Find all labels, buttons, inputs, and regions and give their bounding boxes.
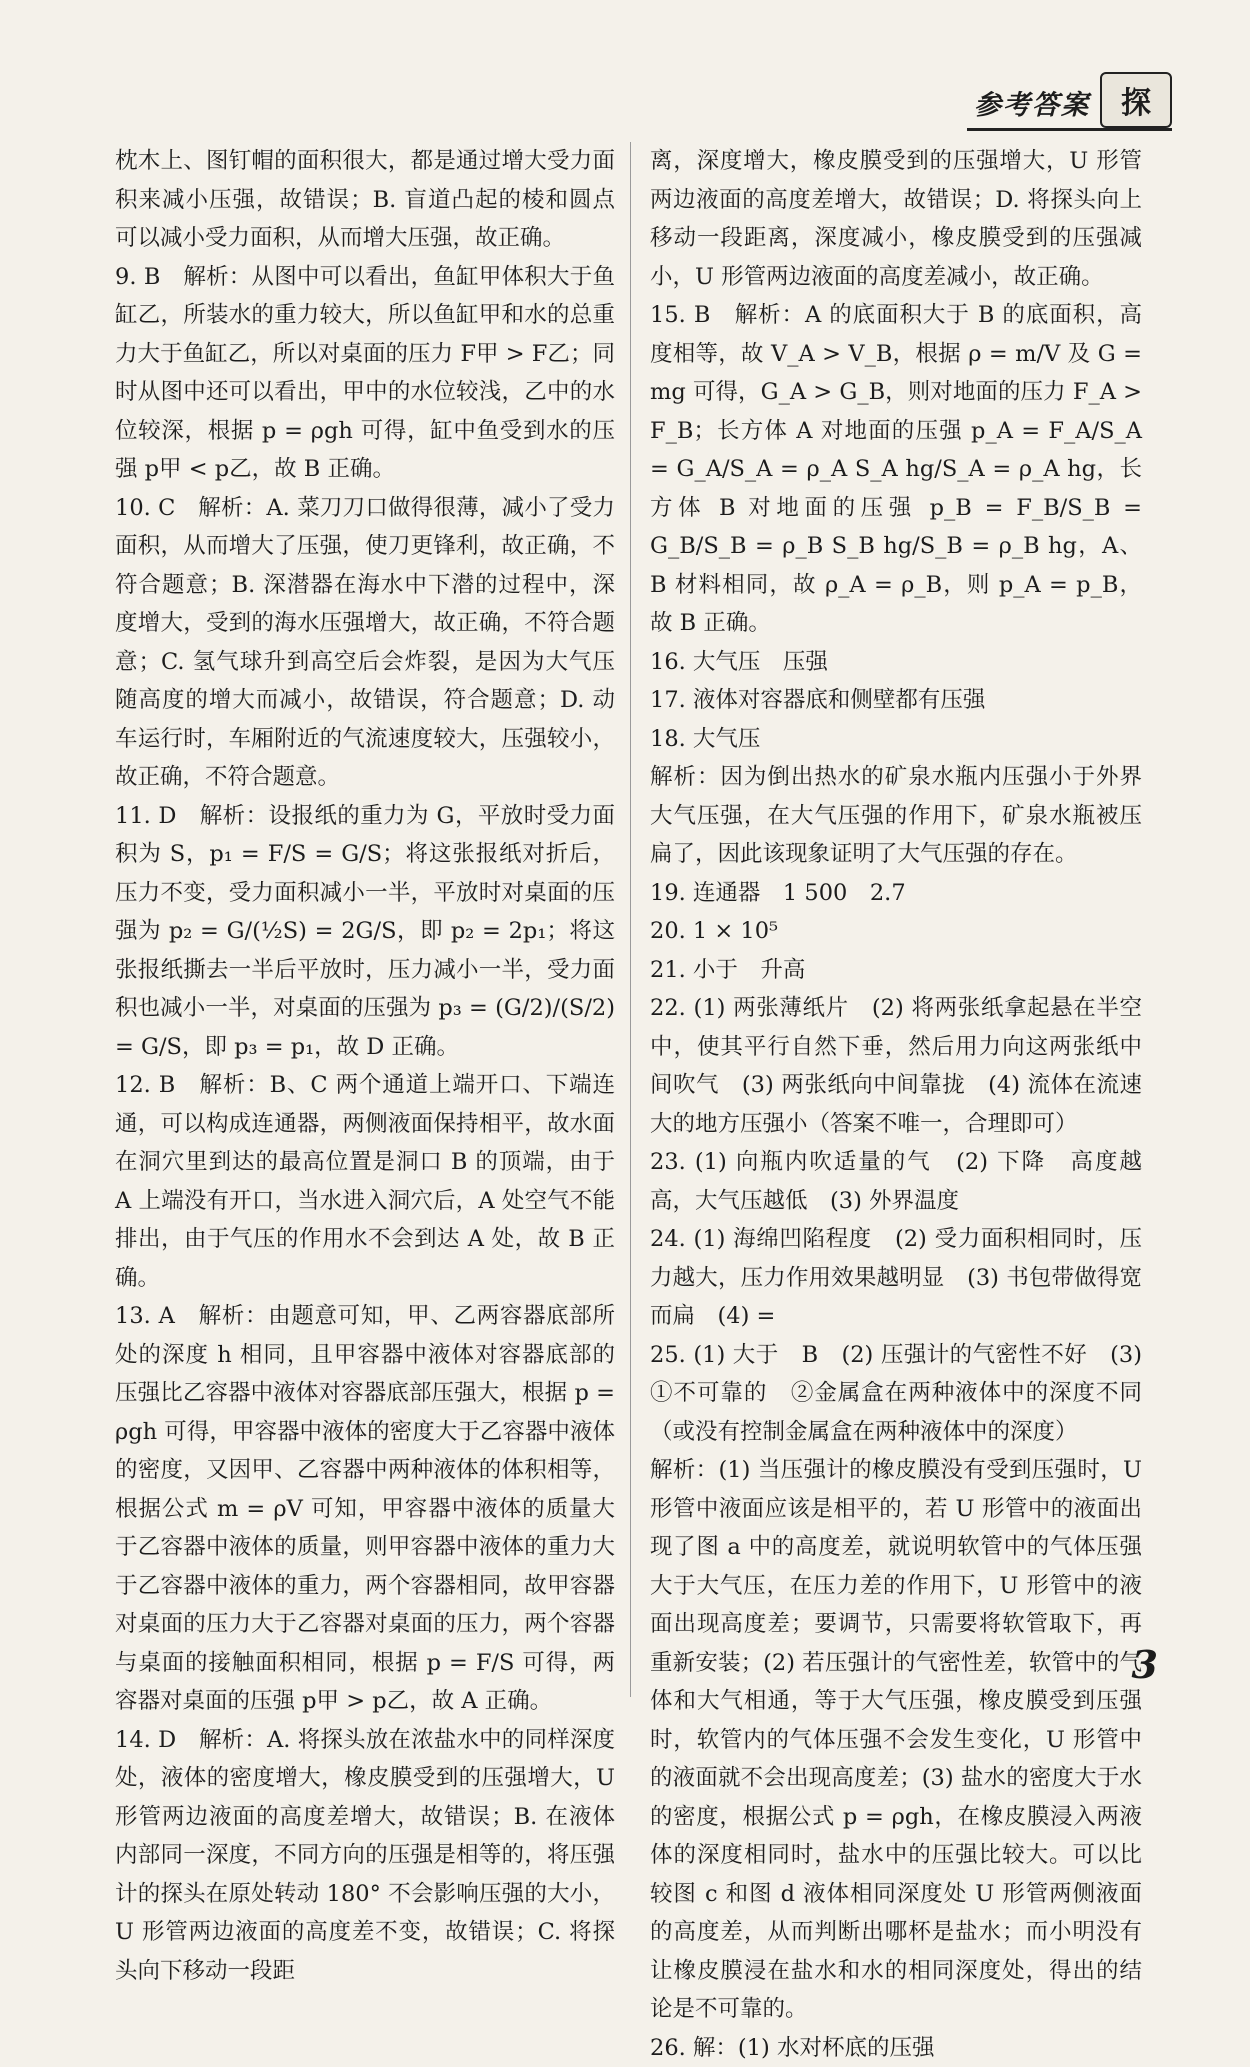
logo-icon: 探: [1100, 72, 1172, 128]
answer-10: 10. C 解析：A. 菜刀刀口做得很薄，减小了受力面积，从而增大了压强，使刀更锋利，故正确，不符合题意；B. 深潜器在海水中下潜的过程中，深度增大，受到的海水压强增大，故正确，不符合题意；C. 氢气球升到高空后会炸裂，是因为大气压随高度的增大而减小，故错误，符合题意；D. 动车运行时，车厢附近的气流速度较大，压强较小，故正确，不符合题意。: [115, 489, 615, 797]
answer-17: 17. 液体对容器底和侧壁都有压强: [650, 681, 1142, 720]
column-divider: [630, 142, 631, 1697]
page-header: [974, 72, 1172, 128]
left-column: [115, 142, 615, 1990]
answer-12: 12. B 解析：B、C 两个通道上端开口、下端连通，可以构成连通器，两侧液面保持相平，故水面在洞穴里到达的最高位置是洞口 B 的顶端，由于 A 上端没有开口，当水进入洞穴后，A 处空气不能排出，由于气压的作用水不会到达 A 处，故 B 正确。: [115, 1066, 615, 1297]
answer-22: 22. (1) 两张薄纸片 (2) 将两张纸拿起悬在半空中，使其平行自然下垂，然后用力向这两张纸中间吹气 (3) 两张纸向中间靠拢 (4) 流体在流速大的地方压强小（答案不唯一，合理即可）: [650, 989, 1142, 1143]
answer-18: 18. 大气压: [650, 720, 1142, 759]
answer-9: 9. B 解析：从图中可以看出，鱼缸甲体积大于鱼缸乙，所装水的重力较大，所以鱼缸甲和水的总重力大于鱼缸乙，所以对桌面的压力 F甲 > F乙；同时从图中还可以看出，甲中的水位较浅，乙中的水位较深，根据 p = ρgh 可得，缸中鱼受到水的压强 p甲 < p乙，故 B 正确。: [115, 258, 615, 489]
answer-25: 25. (1) 大于 B (2) 压强计的气密性不好 (3) ①不可靠的 ②金属盒在两种液体中的深度不同（或没有控制金属盒在两种液体中的深度）: [650, 1336, 1142, 1452]
answer-26: 26. 解：(1) 水对杯底的压强: [650, 2029, 1142, 2067]
answer-14: 14. D 解析：A. 将探头放在浓盐水中的同样深度处，液体的密度增大，橡皮膜受到的压强增大，U 形管两边液面的高度差增大，故错误；B. 在液体内部同一深度，不同方向的压强是相等的，将压强计的探头在原处转动 180° 不会影响压强的大小，U 形管两边液面的高度差不变，故错误；C. 将探头向下移动一段距: [115, 1721, 615, 1991]
header-rule: [967, 128, 1172, 131]
answer-paragraph: 枕木上、图钉帽的面积很大，都是通过增大受力面积来减小压强，故错误；B. 盲道凸起的棱和圆点可以减小受力面积，从而增大压强，故正确。: [115, 142, 615, 258]
answer-21: 21. 小于 升高: [650, 951, 1142, 990]
answer-18-analysis: 解析：因为倒出热水的矿泉水瓶内压强小于外界大气压强，在大气压强的作用下，矿泉水瓶被压扁了，因此该现象证明了大气压强的存在。: [650, 758, 1142, 874]
answer-16: 16. 大气压 压强: [650, 643, 1142, 682]
right-column: [650, 142, 1142, 2067]
answer-20: 20. 1 × 10⁵: [650, 912, 1142, 951]
answer-23: 23. (1) 向瓶内吹适量的气 (2) 下降 高度越高，大气压越低 (3) 外界温度: [650, 1143, 1142, 1220]
answer-14-continued: 离，深度增大，橡皮膜受到的压强增大，U 形管两边液面的高度差增大，故错误；D. 将探头向上移动一段距离，深度减小，橡皮膜受到的压强减小，U 形管两边液面的高度差减小，故正确。: [650, 142, 1142, 296]
answer-24: 24. (1) 海绵凹陷程度 (2) 受力面积相同时，压力越大，压力作用效果越明显 (3) 书包带做得宽而扁 (4) =: [650, 1220, 1142, 1336]
answer-25-analysis: 解析：(1) 当压强计的橡皮膜没有受到压强时，U 形管中液面应该是相平的，若 U 形管中的液面出现了图 a 中的高度差，就说明软管中的气体压强大于大气压，在压力差的作用下，U 形管中的液面出现高度差；要调节，只需要将软管取下，再重新安装；(2) 若压强计的气密性差，软管中的气体和大气相通，等于大气压强，橡皮膜受到压强时，软管内的气体压强不会发生变化，U 形管中的液面就不会出现高度差；(3) 盐水的密度大于水的密度，根据公式 p = ρgh，在橡皮膜浸入两液体的深度相同时，盐水中的压强比较大。可以比较图 c 和图 d 液体相同深度处 U 形管两侧液面的高度差，从而判断出哪杯是盐水；而小明没有让橡皮膜浸在盐水和水的相同深度处，得出的结论是不可靠的。: [650, 1451, 1142, 2029]
answer-15: 15. B 解析：A 的底面积大于 B 的底面积，高度相等，故 V_A > V_B，根据 ρ = m/V 及 G = mg 可得，G_A > G_B，则对地面的压力 F_A > F_B；长方体 A 对地面的压强 p_A = F_A/S_A = G_A/S_A = ρ_A S_A hg/S_A = ρ_A hg，长方体 B 对地面的压强 p_B = F_B/S_B = G_B/S_B = ρ_B S_B hg/S_B = ρ_B hg，A、B 材料相同，故 ρ_A = ρ_B，则 p_A = p_B，故 B 正确。: [650, 296, 1142, 643]
page-number: 3: [1132, 1642, 1158, 1687]
answer-13: 13. A 解析：由题意可知，甲、乙两容器底部所处的深度 h 相同，且甲容器中液体对容器底部的压强比乙容器中液体对容器底部压强大，根据 p = ρgh 可得，甲容器中液体的密度大于乙容器中液体的密度，又因甲、乙容器中两种液体的体积相等，根据公式 m = ρV 可知，甲容器中液体的质量大于乙容器中液体的质量，则甲容器中液体的重力大于乙容器中液体的重力，两个容器相同，故甲容器对桌面的压力大于乙容器对桌面的压力，两个容器与桌面的接触面积相同，根据 p = F/S 可得，两容器对桌面的压强 p甲 > p乙，故 A 正确。: [115, 1297, 615, 1721]
answer-19: 19. 连通器 1 500 2.7: [650, 874, 1142, 913]
answer-11: 11. D 解析：设报纸的重力为 G，平放时受力面积为 S，p₁ = F/S = G/S；将这张报纸对折后，压力不变，受力面积减小一半，平放时对桌面的压强为 p₂ = G/(½S) = 2G/S，即 p₂ = 2p₁；将这张报纸撕去一半后平放时，压力减小一半，受力面积也减小一半，对桌面的压强为 p₃ = (G/2)/(S/2) = G/S，即 p₃ = p₁，故 D 正确。: [115, 797, 615, 1067]
header-label: 参考答案: [974, 83, 1090, 128]
